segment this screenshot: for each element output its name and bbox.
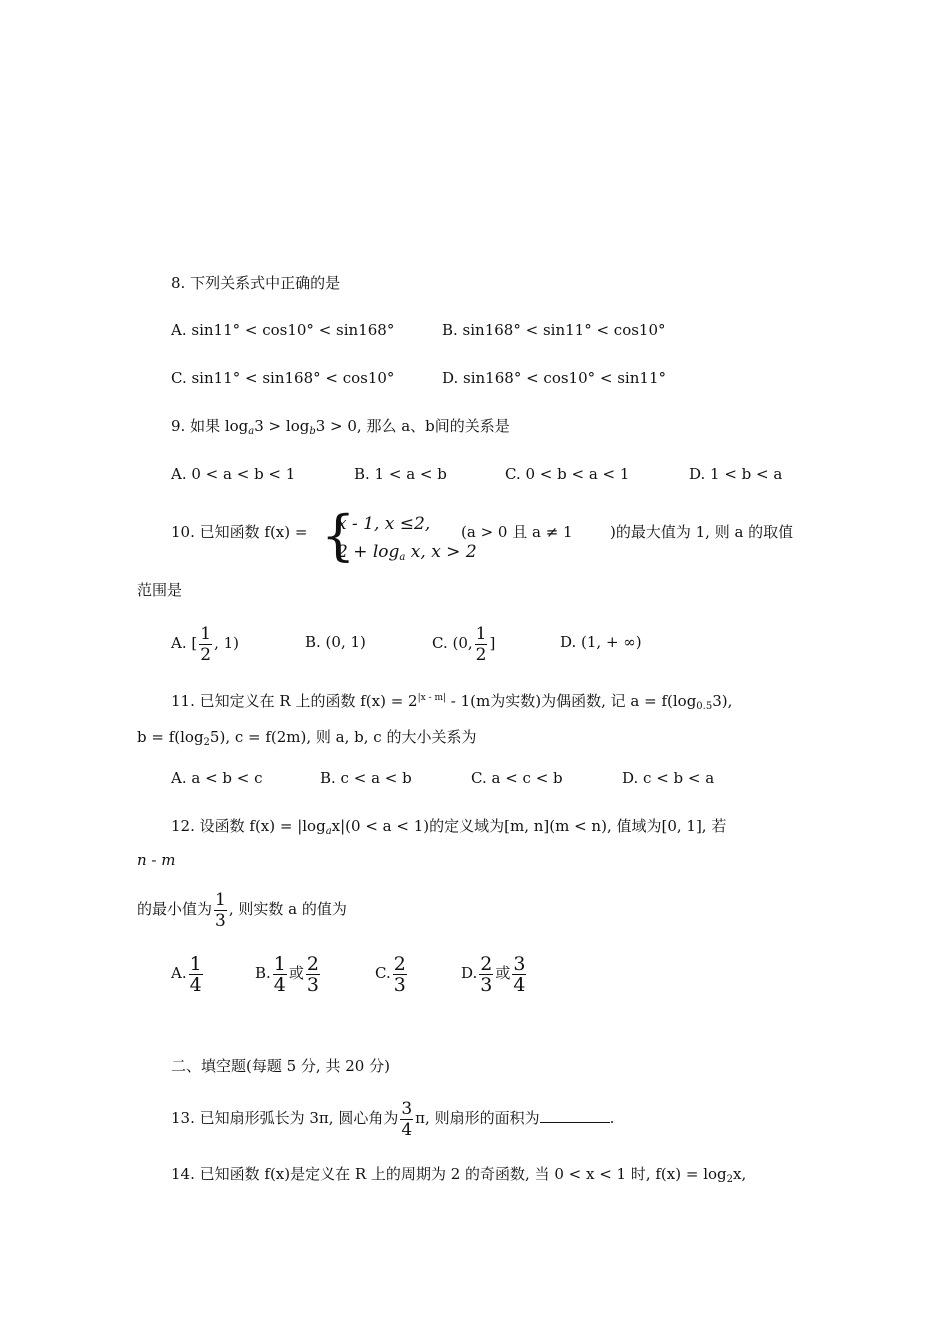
answer-blank[interactable] [540, 1108, 610, 1123]
fraction: $\frac{1}{4}$ [273, 952, 286, 996]
q11-line-1: 11. 已知定义在 R 上的函数 $f(x) = 2^{|x - m|} - 1(m$为实数)为偶函数, 记 $a = f(\log_{0.5}3)$, [171, 692, 733, 712]
q12-option-a: A. $\frac{1}{4}$ [171, 952, 202, 996]
q10-continuation: 范围是 [137, 581, 183, 599]
q10-option-a: A. [ $\frac{1}{2}$ , 1) [171, 623, 239, 665]
fraction-one-half: $\frac{1}{2}$ [200, 623, 212, 665]
q11-option-d: D. c < b < a [622, 769, 715, 787]
q13-stem: 13. 已知扇形弧长为 3π, 圆心角为 $\frac{3}{4}$ π, 则扇形的面积为 . [171, 1098, 615, 1140]
fraction-one-third: $\frac{1}{3}$ [215, 889, 226, 931]
q9-option-b: B. 1 < a < b [354, 465, 447, 483]
q10-option-d: D. (1, + ∞) [560, 633, 642, 651]
q11-option-c: C. a < c < b [471, 769, 563, 787]
q8-option-a: A. sin11° < cos10° < sin168° [171, 321, 395, 339]
q11-option-b: B. c < a < b [320, 769, 412, 787]
q9-option-d: D. 1 < b < a [689, 465, 783, 483]
q12-option-b: B. $\frac{1}{4}$ 或 $\frac{2}{3}$ [255, 952, 319, 996]
q9-option-a: A. 0 < a < b < 1 [171, 465, 296, 483]
piecewise-brace: { [321, 504, 356, 567]
fraction: $\frac{3}{4}$ [513, 952, 526, 996]
fraction: $\frac{2}{3}$ [480, 952, 493, 996]
section-heading: 二、填空题(每题 5 分, 共 20 分) [171, 1057, 390, 1075]
q8-option-b: B. sin168° < sin11° < cos10° [442, 321, 666, 339]
q10-option-c: C. (0, $\frac{1}{2}$ ] [432, 623, 496, 665]
q10-tail: )的最大值为 1, 则 a 的取值 [610, 523, 794, 541]
q12-option-c: C. $\frac{2}{3}$ [375, 952, 406, 996]
q10-condition: (a > 0 且 a ≠ 1 [461, 523, 573, 541]
q12-line-1: 12. 设函数 $f(x) = |\log_ax|(0 < a < 1)$的定义域为[m, n](m < n), 值域为[0, 1], 若 [171, 817, 727, 837]
q8-stem: 8. 下列关系式中正确的是 [171, 274, 341, 292]
q9-stem: 9. 如果 $\log_a3 > \log_b3 > 0$, 那么 a、b间的关系是 [171, 417, 510, 437]
q12-line-2: n - m [137, 851, 176, 869]
q8-option-d: D. sin168° < cos10° < sin11° [442, 369, 666, 387]
q10-stem: 10. 已知函数 f(x) = [171, 523, 308, 541]
q12-line-3: 的最小值为 $\frac{1}{3}$ , 则实数 a 的值为 [137, 889, 347, 931]
q10-piece-2: $2 + \log_a x$, x > 2 [337, 542, 477, 563]
fraction: $\frac{2}{3}$ [306, 952, 319, 996]
q11-option-a: A. a < b < c [171, 769, 263, 787]
q11-line-2: $b = f(\log_25)$, c = f(2m), 则 a, b, c 的大小关系为 [137, 728, 477, 748]
q14-stem: 14. 已知函数 f(x)是定义在 R 上的周期为 2 的奇函数, 当 0 < x < 1 时, $f(x) = \log_2x$, [171, 1165, 747, 1185]
q10-option-b: B. (0, 1) [305, 633, 366, 651]
q10-piece-1: x - 1, x ≤2, [337, 514, 431, 534]
fraction-three-quarters: $\frac{3}{4}$ [401, 1098, 413, 1140]
q12-option-d: D. $\frac{2}{3}$ 或 $\frac{3}{4}$ [461, 952, 526, 996]
fraction-one-half: $\frac{1}{2}$ [475, 623, 487, 665]
fraction: $\frac{2}{3}$ [393, 952, 406, 996]
q8-option-c: C. sin11° < sin168° < cos10° [171, 369, 395, 387]
fraction: $\frac{1}{4}$ [189, 952, 202, 996]
q9-option-c: C. 0 < b < a < 1 [505, 465, 630, 483]
